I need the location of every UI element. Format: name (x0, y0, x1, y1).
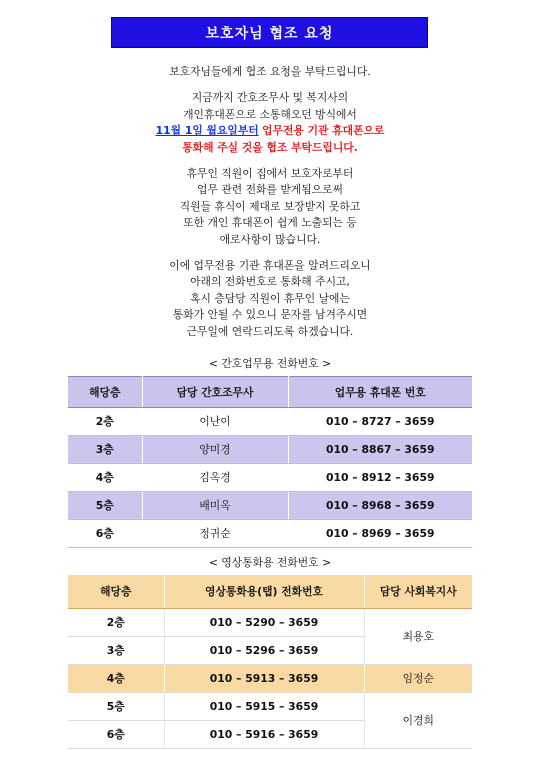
phone-cell: 010 – 8867 – 3659 (288, 436, 472, 464)
reason-line-2: 업무 관련 전화를 받게됨으로써 (197, 183, 343, 197)
table-row (68, 492, 472, 520)
video-phone-table (68, 575, 472, 749)
phone-cell: 010 – 5915 – 3659 (164, 692, 364, 720)
header-work-phone: 업무용 휴대폰 번호 (288, 377, 472, 408)
guidance-line-2: 아래의 전화번호로 통화해 주시고, (190, 275, 350, 289)
nurse-cell: 배미옥 (142, 492, 288, 520)
floor-cell: 3층 (68, 636, 164, 664)
worker-cell: 임정순 (364, 664, 472, 692)
reason-line-5: 애로사항이 많습니다. (219, 232, 321, 246)
page-title: 보호자님 협조 요청 (111, 17, 428, 48)
floor-cell: 5층 (68, 492, 142, 520)
header-video-phone: 영상통화용(탭) 전화번호 (164, 575, 364, 608)
intro-paragraph (60, 64, 480, 80)
table-row (68, 664, 472, 692)
header-social-worker: 담당 사회복지사 (364, 575, 472, 608)
header-nurse: 담당 간호조무사 (142, 377, 288, 408)
nurse-cell: 이난이 (142, 408, 288, 436)
floor-cell: 4층 (68, 664, 164, 692)
phone-cell: 010 – 8968 – 3659 (288, 492, 472, 520)
reason-line-3: 직원들 휴식이 제대로 보장받지 못하고 (179, 199, 361, 213)
phone-cell: 010 – 5296 – 3659 (164, 636, 364, 664)
reason-paragraph (60, 166, 480, 248)
intro-line: 보호자님들에게 협조 요청을 부탁드립니다. (169, 65, 371, 78)
guidance-line-4: 통화가 안될 수 있으니 문자를 남겨주시면 (172, 308, 368, 322)
phone-cell: 010 – 8912 – 3659 (288, 464, 472, 492)
work-phone-highlight: 업무전용 기관 휴대폰으로 (262, 124, 385, 138)
table-header-row (68, 575, 472, 608)
change-paragraph (60, 90, 480, 156)
phone-cell: 010 – 8727 – 3659 (288, 408, 472, 436)
table-row (68, 692, 472, 720)
guidance-paragraph (60, 258, 480, 340)
nursing-table-caption: < 간호업무용 전화번호 > (208, 357, 332, 370)
guidance-line-1: 이에 업무전용 기관 휴대폰을 알려드리오니 (169, 259, 371, 273)
guidance-line-5: 근무일에 연락드리도록 하겠습니다. (186, 324, 354, 338)
worker-cell: 이경희 (364, 692, 472, 748)
phone-cell: 010 – 8969 – 3659 (288, 520, 472, 548)
floor-cell: 2층 (68, 408, 142, 436)
nurse-cell: 정귀순 (142, 520, 288, 548)
table-row (68, 608, 472, 636)
reason-line-4: 또한 개인 휴대폰이 쉽게 노출되는 등 (183, 216, 357, 230)
nurse-cell: 김옥경 (142, 464, 288, 492)
header-floor: 해당층 (68, 575, 164, 608)
table-row (68, 520, 472, 548)
request-highlight: 통화해 주실 것을 협조 부탁드립니다. (182, 140, 358, 154)
table-header-row (68, 377, 472, 408)
floor-cell: 2층 (68, 608, 164, 636)
floor-cell: 6층 (68, 520, 142, 548)
video-table-caption: < 영상통화용 전화번호 > (208, 556, 332, 569)
table-row (68, 464, 472, 492)
floor-cell: 5층 (68, 692, 164, 720)
phone-cell: 010 – 5916 – 3659 (164, 720, 364, 748)
floor-cell: 3층 (68, 436, 142, 464)
phone-cell: 010 – 5913 – 3659 (164, 664, 364, 692)
nursing-phone-table (68, 376, 472, 548)
floor-cell: 6층 (68, 720, 164, 748)
floor-cell: 4층 (68, 464, 142, 492)
header-floor: 해당층 (68, 377, 142, 408)
table-row (68, 436, 472, 464)
change-line-2: 개인휴대폰으로 소통해오던 방식에서 (183, 107, 357, 121)
reason-line-1: 휴무인 직원이 집에서 보호자로부터 (186, 167, 354, 181)
change-line-1: 지금까지 간호조무사 및 복지사의 (191, 91, 349, 105)
guidance-line-3: 혹시 층담당 직원이 휴무인 날에는 (190, 291, 350, 305)
phone-cell: 010 – 5290 – 3659 (164, 608, 364, 636)
notice-body (60, 64, 480, 350)
worker-cell: 최용호 (364, 608, 472, 664)
start-date-highlight: 11월 1일 월요일부터 (155, 124, 259, 138)
nurse-cell: 양미경 (142, 436, 288, 464)
table-row (68, 408, 472, 436)
